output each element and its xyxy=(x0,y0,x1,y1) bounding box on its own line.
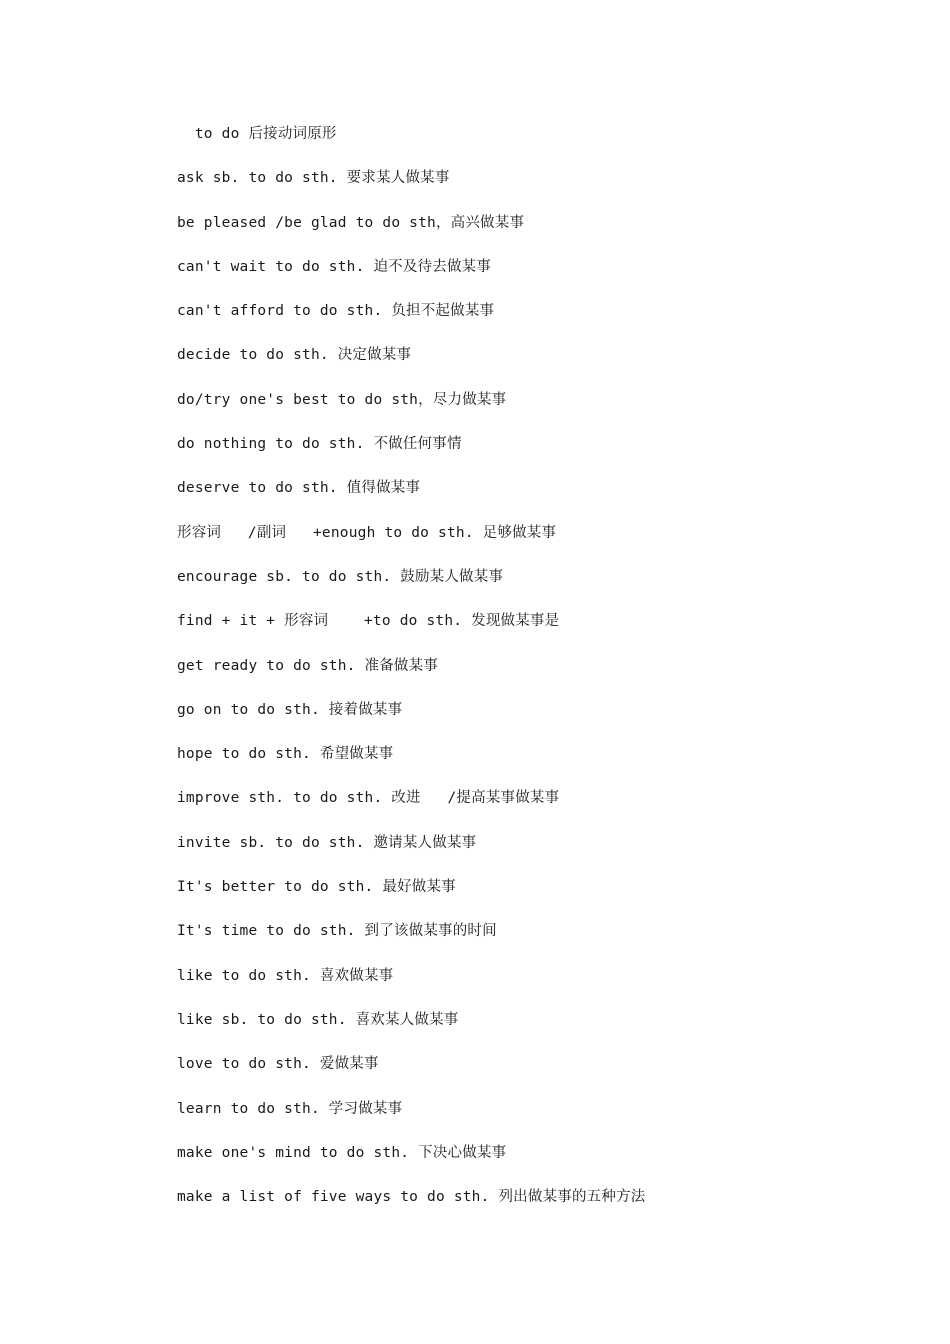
phrase-line: ask sb. to do sth. 要求某人做某事 xyxy=(177,170,450,187)
phrase-line: make a list of five ways to do sth. 列出做某事的五种方法 xyxy=(177,1189,646,1206)
phrase-line: hope to do sth. 希望做某事 xyxy=(177,746,394,763)
phrase-line: can't wait to do sth. 迫不及待去做某事 xyxy=(177,258,492,275)
phrase-line: get ready to do sth. 准备做某事 xyxy=(177,657,439,674)
phrase-line: make one's mind to do sth. 下决心做某事 xyxy=(177,1144,507,1161)
phrase-line: 形容词 /副词 +enough to do sth. 足够做某事 xyxy=(177,524,557,541)
phrase-line: do nothing to do sth. 不做任何事情 xyxy=(177,436,462,453)
phrase-list xyxy=(177,124,877,1231)
phrase-line: love to do sth. 爱做某事 xyxy=(177,1056,379,1073)
phrase-line: find + it + 形容词 +to do sth. 发现做某事是 xyxy=(177,613,560,630)
phrase-line: decide to do sth. 决定做某事 xyxy=(177,347,412,364)
phrase-line: invite sb. to do sth. 邀请某人做某事 xyxy=(177,834,477,851)
phrase-line: encourage sb. to do sth. 鼓励某人做某事 xyxy=(177,568,504,585)
phrase-line: like sb. to do sth. 喜欢某人做某事 xyxy=(177,1011,459,1028)
phrase-line: deserve to do sth. 值得做某事 xyxy=(177,480,421,497)
phrase-line: be pleased /be glad to do sth，高兴做某事 xyxy=(177,214,525,231)
phrase-line: It's better to do sth. 最好做某事 xyxy=(177,879,456,896)
phrase-line: learn to do sth. 学习做某事 xyxy=(177,1100,403,1117)
phrase-line: can't afford to do sth. 负担不起做某事 xyxy=(177,303,495,320)
phrase-line: like to do sth. 喜欢做某事 xyxy=(177,967,394,984)
phrase-line: do/try one's best to do sth，尽力做某事 xyxy=(177,391,507,408)
phrase-line: to do 后接动词原形 xyxy=(177,126,337,142)
phrase-line: go on to do sth. 接着做某事 xyxy=(177,701,403,718)
phrase-line: improve sth. to do sth. 改进 /提高某事做某事 xyxy=(177,790,560,807)
phrase-line: It's time to do sth. 到了该做某事的时间 xyxy=(177,923,497,940)
